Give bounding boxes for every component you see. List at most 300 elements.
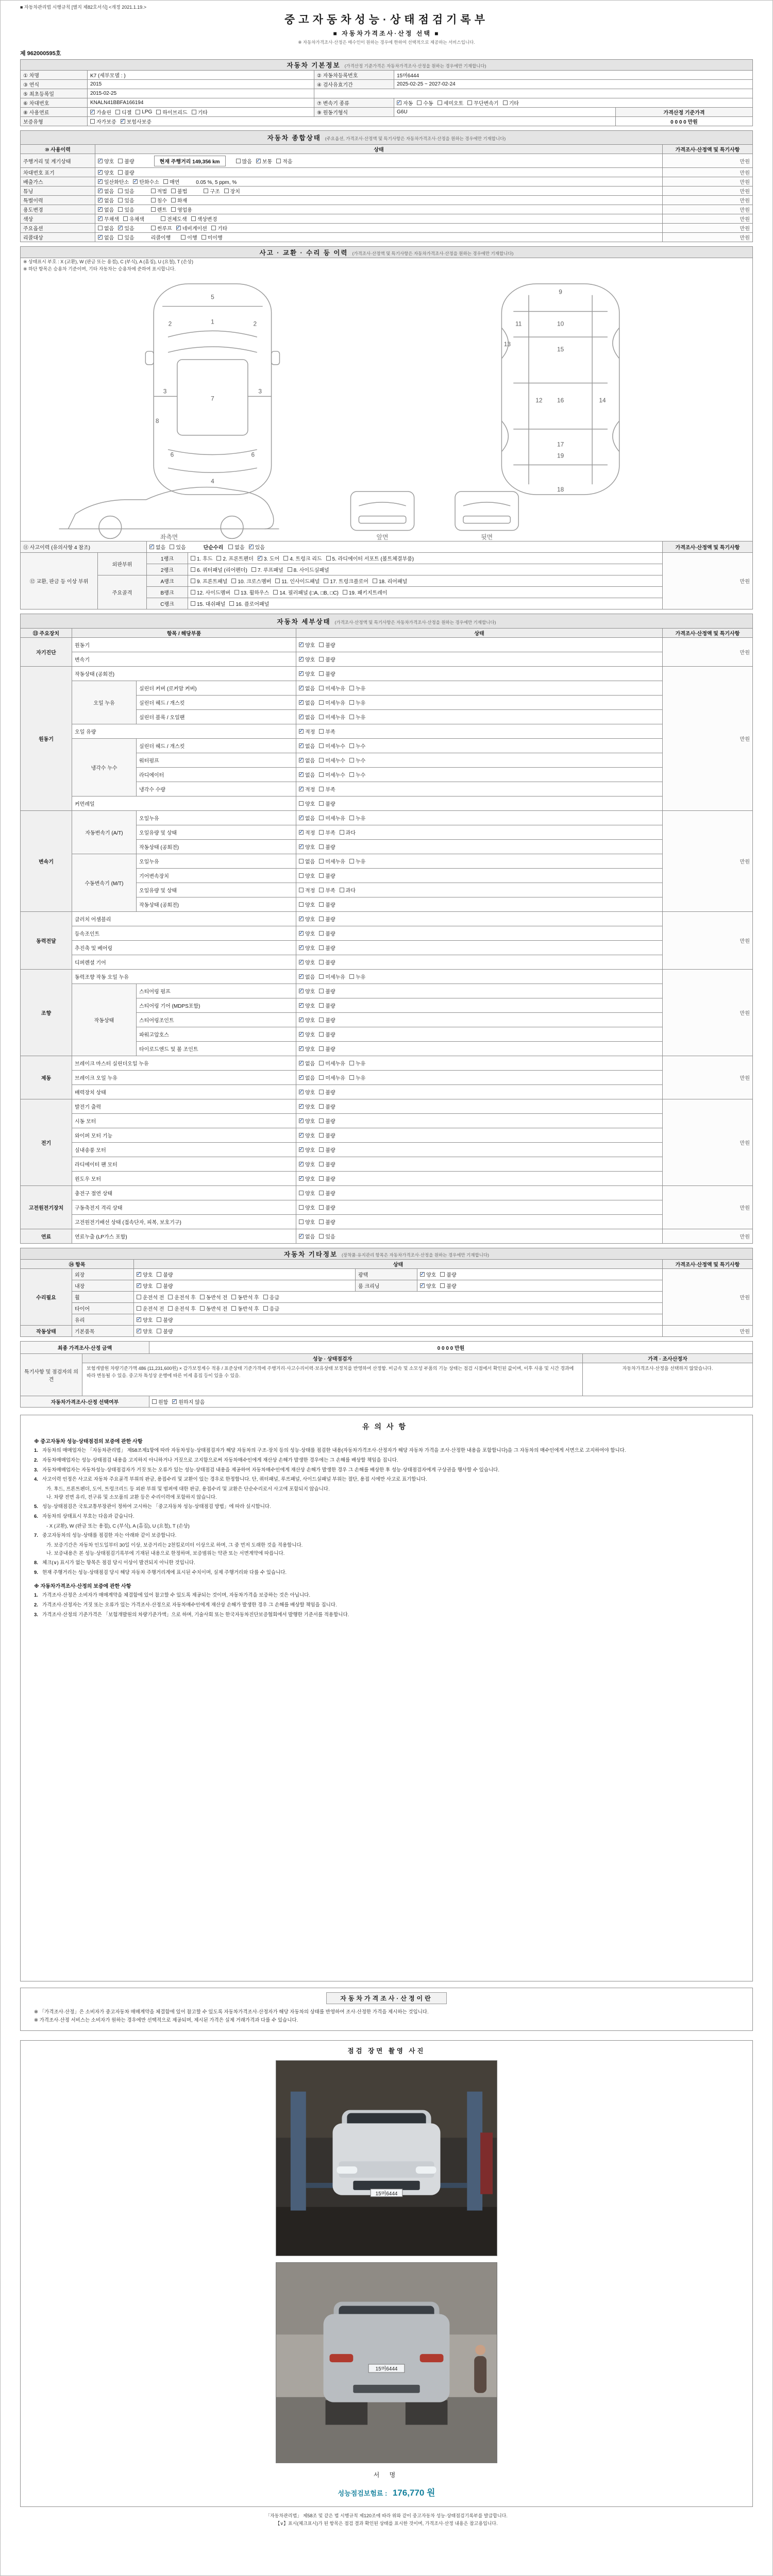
checkbox-unchecked[interactable] xyxy=(171,196,187,204)
checkbox-label: 불량 xyxy=(325,845,335,851)
notice-text: 가격조사·산정은 소비자가 매매계약을 체결함에 있어 참고할 수 있도록 제공되는 것이며, 자동차가격을 보증하는 것은 아닙니다. xyxy=(42,1592,310,1599)
checkbox-unchecked[interactable] xyxy=(170,543,186,551)
checkbox-box xyxy=(251,567,256,572)
checkbox-label: 양호 xyxy=(104,171,114,176)
device-group-label: 조향 xyxy=(21,970,72,1056)
checkbox-unchecked[interactable] xyxy=(319,958,335,966)
checkbox-checked[interactable] xyxy=(176,224,207,232)
checkbox-checked[interactable] xyxy=(420,1270,436,1278)
checkbox-box xyxy=(191,590,195,595)
checkbox-unchecked[interactable] xyxy=(319,1117,335,1125)
checkbox-unchecked[interactable] xyxy=(118,196,134,204)
device-group-label: 변속기 xyxy=(21,811,72,912)
state-text: 리콜이행 xyxy=(150,235,171,241)
checkbox-label: 기타 xyxy=(197,110,208,116)
detail-row xyxy=(21,984,753,998)
checkbox-unchecked[interactable] xyxy=(181,233,197,241)
checkbox-checked[interactable] xyxy=(98,206,114,213)
exchange-row xyxy=(21,575,753,587)
checkbox-unchecked[interactable] xyxy=(319,1131,335,1139)
checkbox-checked[interactable] xyxy=(299,742,315,750)
checkbox-checked[interactable] xyxy=(299,1059,315,1067)
item-label: 작동상태 (공회전) xyxy=(72,667,296,681)
checkbox-unchecked[interactable] xyxy=(231,1304,259,1312)
checkbox-unchecked[interactable] xyxy=(440,1270,456,1278)
checkbox-unchecked[interactable] xyxy=(299,886,315,894)
checkbox-unchecked[interactable] xyxy=(273,588,339,596)
item-label: 와이퍼 모터 기능 xyxy=(72,1128,296,1143)
checkbox-checked[interactable] xyxy=(299,814,315,822)
checkbox-checked[interactable] xyxy=(98,233,114,241)
item-label: 발전기 출력 xyxy=(72,1099,296,1114)
final-price-table xyxy=(20,1341,753,1354)
misc-item-state xyxy=(417,1280,663,1292)
checkbox-checked[interactable] xyxy=(249,543,265,551)
checkbox-unchecked[interactable] xyxy=(319,929,335,937)
item-state xyxy=(296,796,663,811)
field-value-car-name: K7 (세부모델 : ) xyxy=(88,71,314,80)
checkbox-unchecked[interactable] xyxy=(319,1059,345,1067)
checkbox-unchecked[interactable] xyxy=(319,742,345,750)
checkbox-box xyxy=(440,1283,445,1288)
checkbox-unchecked[interactable] xyxy=(319,655,335,663)
checkbox-box xyxy=(137,1283,141,1288)
checkbox-unchecked[interactable] xyxy=(156,108,187,116)
checkbox-unchecked[interactable] xyxy=(319,1045,335,1053)
checkbox-unchecked[interactable] xyxy=(288,566,329,573)
checkbox-label: 운전석 전 xyxy=(143,1295,164,1301)
checkbox-unchecked[interactable] xyxy=(438,99,464,107)
checkbox-unchecked[interactable] xyxy=(228,543,244,551)
checkbox-unchecked[interactable] xyxy=(231,1293,259,1301)
checkbox-unchecked[interactable] xyxy=(157,1270,173,1278)
checkbox-unchecked[interactable] xyxy=(163,178,179,185)
checkbox-unchecked[interactable] xyxy=(324,577,368,585)
item-label: 오일 유량 xyxy=(72,724,296,739)
checkbox-unchecked[interactable] xyxy=(118,233,134,241)
checkbox-unchecked[interactable] xyxy=(123,215,144,223)
checkbox-label: 보통 xyxy=(262,159,273,165)
checkbox-unchecked[interactable] xyxy=(467,99,498,107)
checkbox-label: 양호 xyxy=(305,874,315,880)
checkbox-unchecked[interactable] xyxy=(349,973,365,980)
checkbox-unchecked[interactable] xyxy=(349,857,365,865)
checkbox-checked[interactable] xyxy=(98,178,129,185)
checkbox-unchecked[interactable] xyxy=(115,108,131,116)
item-label: 등속조인트 xyxy=(72,926,296,941)
checkbox-checked[interactable] xyxy=(98,168,114,176)
checkbox-checked[interactable] xyxy=(137,1316,153,1324)
checkbox-unchecked[interactable] xyxy=(319,756,345,764)
checkbox-label: 양호 xyxy=(305,960,315,967)
checkbox-box xyxy=(191,579,195,583)
checkbox-unchecked[interactable] xyxy=(191,566,247,573)
misc-item-label: 광택 xyxy=(356,1269,417,1280)
checkbox-unchecked[interactable] xyxy=(275,577,320,585)
notice-item xyxy=(34,1569,739,1577)
checkbox-checked[interactable] xyxy=(137,1282,153,1290)
checkbox-box xyxy=(503,100,508,105)
checkbox-unchecked[interactable] xyxy=(168,1304,195,1312)
checkbox-box xyxy=(319,729,324,734)
checkbox-unchecked[interactable] xyxy=(319,1088,335,1096)
svg-text:15머6444: 15머6444 xyxy=(375,2366,398,2372)
checkbox-checked[interactable] xyxy=(299,713,315,721)
checkbox-unchecked[interactable] xyxy=(349,1074,365,1081)
misc-row xyxy=(21,1314,753,1326)
checkbox-unchecked[interactable] xyxy=(343,588,388,596)
item-label: 오일유량 및 상태 xyxy=(137,825,296,840)
checkbox-unchecked[interactable] xyxy=(201,233,223,241)
checkbox-unchecked[interactable] xyxy=(319,699,345,706)
checkbox-unchecked[interactable] xyxy=(340,886,356,894)
checkbox-unchecked[interactable] xyxy=(349,742,365,750)
checkbox-checked[interactable] xyxy=(299,828,315,836)
checkbox-unchecked[interactable] xyxy=(349,684,365,692)
checkbox-box xyxy=(349,974,354,979)
checkbox-label: 6. 쿼터패널 (리어펜더) xyxy=(197,568,247,574)
detail-row xyxy=(21,739,753,753)
checkbox-unchecked[interactable] xyxy=(299,901,315,908)
checkbox-unchecked[interactable] xyxy=(152,1398,168,1405)
checkbox-checked[interactable] xyxy=(137,1270,153,1278)
checkbox-unchecked[interactable] xyxy=(299,857,315,865)
checkbox-unchecked[interactable] xyxy=(118,187,134,195)
checkbox-checked[interactable] xyxy=(258,554,279,562)
checkbox-unchecked[interactable] xyxy=(118,168,134,176)
notice-number: 6. xyxy=(34,1514,38,1520)
checkbox-unchecked[interactable] xyxy=(319,785,335,793)
misc-row xyxy=(21,1292,753,1303)
checkbox-unchecked[interactable] xyxy=(319,944,335,952)
checkbox-unchecked[interactable] xyxy=(319,1189,335,1197)
checkbox-checked[interactable] xyxy=(137,1327,153,1335)
checkbox-checked[interactable] xyxy=(149,543,165,551)
checkbox-checked[interactable] xyxy=(299,958,315,966)
checkbox-unchecked[interactable] xyxy=(251,566,283,573)
checkbox-unchecked[interactable] xyxy=(319,1218,335,1226)
detail-row xyxy=(21,811,753,825)
svg-text:2: 2 xyxy=(168,320,172,328)
checkbox-unchecked[interactable] xyxy=(263,1293,279,1301)
checkbox-unchecked[interactable] xyxy=(151,224,172,232)
checkbox-unchecked[interactable] xyxy=(90,117,116,125)
checkbox-unchecked[interactable] xyxy=(349,756,365,764)
checkbox-unchecked[interactable] xyxy=(319,1146,335,1154)
signature-label[interactable]: 서 명 xyxy=(373,2471,400,2479)
checkbox-unchecked[interactable] xyxy=(161,215,187,223)
checkbox-unchecked[interactable] xyxy=(319,828,335,836)
checkbox-unchecked[interactable] xyxy=(263,1304,279,1312)
checkbox-unchecked[interactable] xyxy=(349,771,365,778)
checkbox-unchecked[interactable] xyxy=(319,872,335,879)
checkbox-checked[interactable] xyxy=(98,157,114,165)
checkbox-unchecked[interactable] xyxy=(319,1016,335,1024)
checkbox-checked[interactable] xyxy=(299,1088,315,1096)
notice-item xyxy=(34,1532,739,1540)
checkbox-unchecked[interactable] xyxy=(192,108,208,116)
checkbox-unchecked[interactable] xyxy=(319,843,335,851)
checkbox-unchecked[interactable] xyxy=(417,99,433,107)
photo-front-lift xyxy=(276,2061,497,2256)
item-state xyxy=(296,768,663,782)
checkbox-checked[interactable] xyxy=(98,187,114,195)
checkbox-unchecked[interactable] xyxy=(319,800,335,807)
checkbox-label: 불량 xyxy=(325,1220,335,1226)
checkbox-unchecked[interactable] xyxy=(440,1282,456,1290)
section-title-misc xyxy=(21,1248,753,1260)
checkbox-unchecked[interactable] xyxy=(157,1316,173,1324)
checkbox-unchecked[interactable] xyxy=(234,588,269,596)
checkbox-box xyxy=(98,207,103,212)
checkbox-unchecked[interactable] xyxy=(236,157,252,165)
checkbox-unchecked[interactable] xyxy=(340,828,356,836)
checkbox-unchecked[interactable] xyxy=(503,99,519,107)
checkbox-unchecked[interactable] xyxy=(283,554,322,562)
notice-item xyxy=(34,1447,739,1455)
checkbox-unchecked[interactable] xyxy=(299,1189,315,1197)
page-subtitle: ■ 자동차가격조사·산정 선택 ■ xyxy=(333,30,440,37)
checkbox-unchecked[interactable] xyxy=(137,1304,164,1312)
checkbox-checked[interactable] xyxy=(299,1030,315,1038)
detail-row xyxy=(21,681,753,696)
checkbox-unchecked[interactable] xyxy=(319,814,345,822)
checkbox-box xyxy=(440,1272,445,1277)
checkbox-checked[interactable] xyxy=(299,1117,315,1125)
final-price-label: 최종 가격조사·산정 금액 xyxy=(21,1342,149,1354)
checkbox-label: 누유 xyxy=(355,816,366,822)
checkbox-box xyxy=(299,859,304,863)
checkbox-unchecked[interactable] xyxy=(319,1074,345,1081)
photo-section-title: 점검 장면 촬영 사진 xyxy=(347,2047,426,2055)
checkbox-checked[interactable] xyxy=(299,929,315,937)
price-cell: 만원 xyxy=(662,1326,752,1337)
column-header-price: 가격조사·산정액 및 특기사항 xyxy=(662,629,752,638)
checkbox-box xyxy=(299,1176,304,1181)
checkbox-checked[interactable] xyxy=(299,684,315,692)
checkbox-unchecked[interactable] xyxy=(151,187,167,195)
checkbox-unchecked[interactable] xyxy=(204,187,220,195)
checkbox-unchecked[interactable] xyxy=(191,215,217,223)
checkbox-unchecked[interactable] xyxy=(168,1293,195,1301)
checkbox-box xyxy=(319,902,324,907)
checkbox-unchecked[interactable] xyxy=(319,1030,335,1038)
checkbox-unchecked[interactable] xyxy=(319,641,335,649)
item-label: 고전원전기배선 상태 (접속단자, 피복, 보호기구) xyxy=(72,1215,296,1229)
checkbox-checked[interactable] xyxy=(299,785,315,793)
row-state xyxy=(95,233,663,242)
checkbox-label: 양호 xyxy=(305,1119,315,1125)
checkbox-unchecked[interactable] xyxy=(118,157,134,165)
checkbox-label: 15. 대쉬패널 xyxy=(197,602,226,608)
checkbox-unchecked[interactable] xyxy=(319,713,345,721)
checkbox-unchecked[interactable] xyxy=(349,814,365,822)
option-group xyxy=(98,157,139,165)
misc-item-label: 기본품목 xyxy=(72,1326,134,1337)
detail-row xyxy=(21,667,753,681)
checkbox-checked[interactable] xyxy=(133,178,159,185)
checkbox-box xyxy=(299,974,304,979)
checkbox-box xyxy=(299,686,304,690)
checkbox-unchecked[interactable] xyxy=(229,600,269,607)
detail-condition-table xyxy=(20,614,753,1244)
checkbox-checked[interactable] xyxy=(299,1232,315,1240)
checkbox-unchecked[interactable] xyxy=(157,1282,173,1290)
checkbox-label: 불량 xyxy=(325,1177,335,1183)
device-group-label: 원동기 xyxy=(21,667,72,811)
checkbox-unchecked[interactable] xyxy=(319,1002,335,1009)
checkbox-unchecked[interactable] xyxy=(319,727,335,735)
field-label-transmission: ⑦ 변속기 종류 xyxy=(314,98,394,108)
checkbox-checked[interactable] xyxy=(299,1002,315,1009)
checkbox-box xyxy=(98,159,103,163)
checkbox-unchecked[interactable] xyxy=(373,577,407,585)
checkbox-unchecked[interactable] xyxy=(349,1059,365,1067)
checkbox-checked[interactable] xyxy=(299,987,315,995)
checkbox-label: 불량 xyxy=(325,989,335,995)
checkbox-unchecked[interactable] xyxy=(151,196,167,204)
checkbox-unchecked[interactable] xyxy=(136,109,152,115)
checkbox-checked[interactable] xyxy=(256,157,272,165)
checkbox-unchecked[interactable] xyxy=(200,1304,227,1312)
checkbox-checked[interactable] xyxy=(299,1160,315,1168)
checkbox-checked[interactable] xyxy=(299,756,315,764)
checkbox-checked[interactable] xyxy=(299,670,315,677)
checkbox-checked[interactable] xyxy=(98,196,114,204)
checkbox-unchecked[interactable] xyxy=(319,915,335,923)
checkbox-box xyxy=(137,1272,141,1277)
checkbox-label: 미세누유 xyxy=(325,715,345,721)
checkbox-box xyxy=(98,170,103,175)
checkbox-checked[interactable] xyxy=(299,699,315,706)
checkbox-box xyxy=(319,1162,324,1166)
checkbox-unchecked[interactable] xyxy=(171,187,187,195)
checkbox-unchecked[interactable] xyxy=(98,224,114,232)
checkbox-checked[interactable] xyxy=(299,1016,315,1024)
checkbox-label: 양호 xyxy=(143,1329,153,1335)
checkbox-checked[interactable] xyxy=(299,641,315,649)
checkbox-label: 양호 xyxy=(305,946,315,952)
checkbox-checked[interactable] xyxy=(98,215,119,223)
checkbox-label: 원하지 않음 xyxy=(178,1400,205,1406)
checkbox-unchecked[interactable] xyxy=(319,1160,335,1168)
checkbox-checked[interactable] xyxy=(299,1045,315,1053)
checkbox-unchecked[interactable] xyxy=(349,713,365,721)
appraisal-info-box xyxy=(20,1988,753,2030)
checkbox-label: 없음 xyxy=(104,226,114,232)
checkbox-checked[interactable] xyxy=(299,727,315,735)
checkbox-unchecked[interactable] xyxy=(191,554,212,562)
checkbox-box xyxy=(299,1003,304,1008)
checkbox-unchecked[interactable] xyxy=(191,577,227,585)
checkbox-label: 가솔린 xyxy=(96,110,111,116)
checkbox-label: 양호 xyxy=(305,1004,315,1010)
checkbox-label: 누유 xyxy=(355,686,366,692)
inspection-photo-front xyxy=(276,2060,497,2256)
checkbox-unchecked[interactable] xyxy=(191,600,225,607)
rank-label: C랭크 xyxy=(147,598,188,609)
checkbox-unchecked[interactable] xyxy=(319,1232,335,1240)
checkbox-unchecked[interactable] xyxy=(319,1103,335,1110)
checkbox-box xyxy=(299,715,304,719)
detail-row xyxy=(21,1056,753,1071)
checkbox-checked[interactable] xyxy=(299,843,315,851)
checkbox-unchecked[interactable] xyxy=(157,1327,173,1335)
checkbox-checked[interactable] xyxy=(299,771,315,778)
checkbox-checked[interactable] xyxy=(299,1074,315,1081)
checkbox-unchecked[interactable] xyxy=(299,1204,315,1211)
checkbox-unchecked[interactable] xyxy=(319,1175,335,1182)
checkbox-checked[interactable] xyxy=(299,1103,315,1110)
checkbox-unchecked[interactable] xyxy=(171,206,192,213)
notice-subitem: - X (교환), W (판금 또는 용접), C (부식), A (흠집), U (요철), T (손상) xyxy=(46,1523,190,1529)
checkbox-unchecked[interactable] xyxy=(151,206,167,213)
checkbox-box xyxy=(319,700,324,705)
checkbox-checked[interactable] xyxy=(121,117,152,125)
checkbox-checked[interactable] xyxy=(299,1131,315,1139)
field-value-reg-no: 15머6444 xyxy=(394,71,753,80)
checkbox-unchecked[interactable] xyxy=(319,886,335,894)
checkbox-checked[interactable] xyxy=(299,1175,315,1182)
checkbox-unchecked[interactable] xyxy=(231,577,271,585)
checkbox-unchecked[interactable] xyxy=(211,224,227,232)
checkbox-checked[interactable] xyxy=(299,944,315,952)
checkbox-label: 양호 xyxy=(305,931,315,938)
checkbox-unchecked[interactable] xyxy=(326,554,414,562)
checkbox-unchecked[interactable] xyxy=(299,1218,315,1226)
checkbox-checked[interactable] xyxy=(420,1282,436,1290)
checkbox-box xyxy=(299,801,304,806)
checkbox-checked[interactable] xyxy=(90,108,111,116)
checkbox-checked[interactable] xyxy=(118,224,134,232)
item-state xyxy=(296,652,663,667)
section-title: 자동차 세부상태 xyxy=(277,618,331,625)
checkbox-unchecked[interactable] xyxy=(319,857,345,865)
checkbox-unchecked[interactable] xyxy=(118,206,134,213)
checkbox-unchecked[interactable] xyxy=(137,1293,164,1301)
checkbox-unchecked[interactable] xyxy=(349,699,365,706)
checkbox-unchecked[interactable] xyxy=(191,588,230,596)
checkbox-unchecked[interactable] xyxy=(200,1293,227,1301)
checkbox-checked[interactable] xyxy=(299,1146,315,1154)
checkbox-checked[interactable] xyxy=(299,915,315,923)
row-state xyxy=(95,224,663,233)
checkbox-box xyxy=(258,556,262,561)
checkbox-box xyxy=(299,1018,304,1022)
accident-history-table xyxy=(20,246,753,609)
checkbox-checked[interactable] xyxy=(299,655,315,663)
checkbox-checked[interactable] xyxy=(397,99,413,107)
checkbox-box xyxy=(118,198,123,202)
checkbox-unchecked[interactable] xyxy=(319,901,335,908)
checkbox-unchecked[interactable] xyxy=(319,987,335,995)
checkbox-unchecked[interactable] xyxy=(276,157,292,165)
checkbox-unchecked[interactable] xyxy=(224,187,240,195)
item-part-label: 오일 누유 xyxy=(72,681,137,724)
checkbox-unchecked[interactable] xyxy=(319,670,335,677)
checkbox-checked[interactable] xyxy=(172,1398,205,1405)
checkbox-unchecked[interactable] xyxy=(299,800,315,807)
checkbox-unchecked[interactable] xyxy=(216,554,253,562)
checkbox-unchecked[interactable] xyxy=(319,684,345,692)
checkbox-unchecked[interactable] xyxy=(319,771,345,778)
checkbox-box xyxy=(149,545,154,549)
checkbox-checked[interactable] xyxy=(299,973,315,980)
checkbox-unchecked[interactable] xyxy=(319,973,345,980)
appraisal-info-lines xyxy=(34,2008,739,2024)
checkbox-unchecked[interactable] xyxy=(319,1204,335,1211)
checkbox-unchecked[interactable] xyxy=(299,872,315,879)
